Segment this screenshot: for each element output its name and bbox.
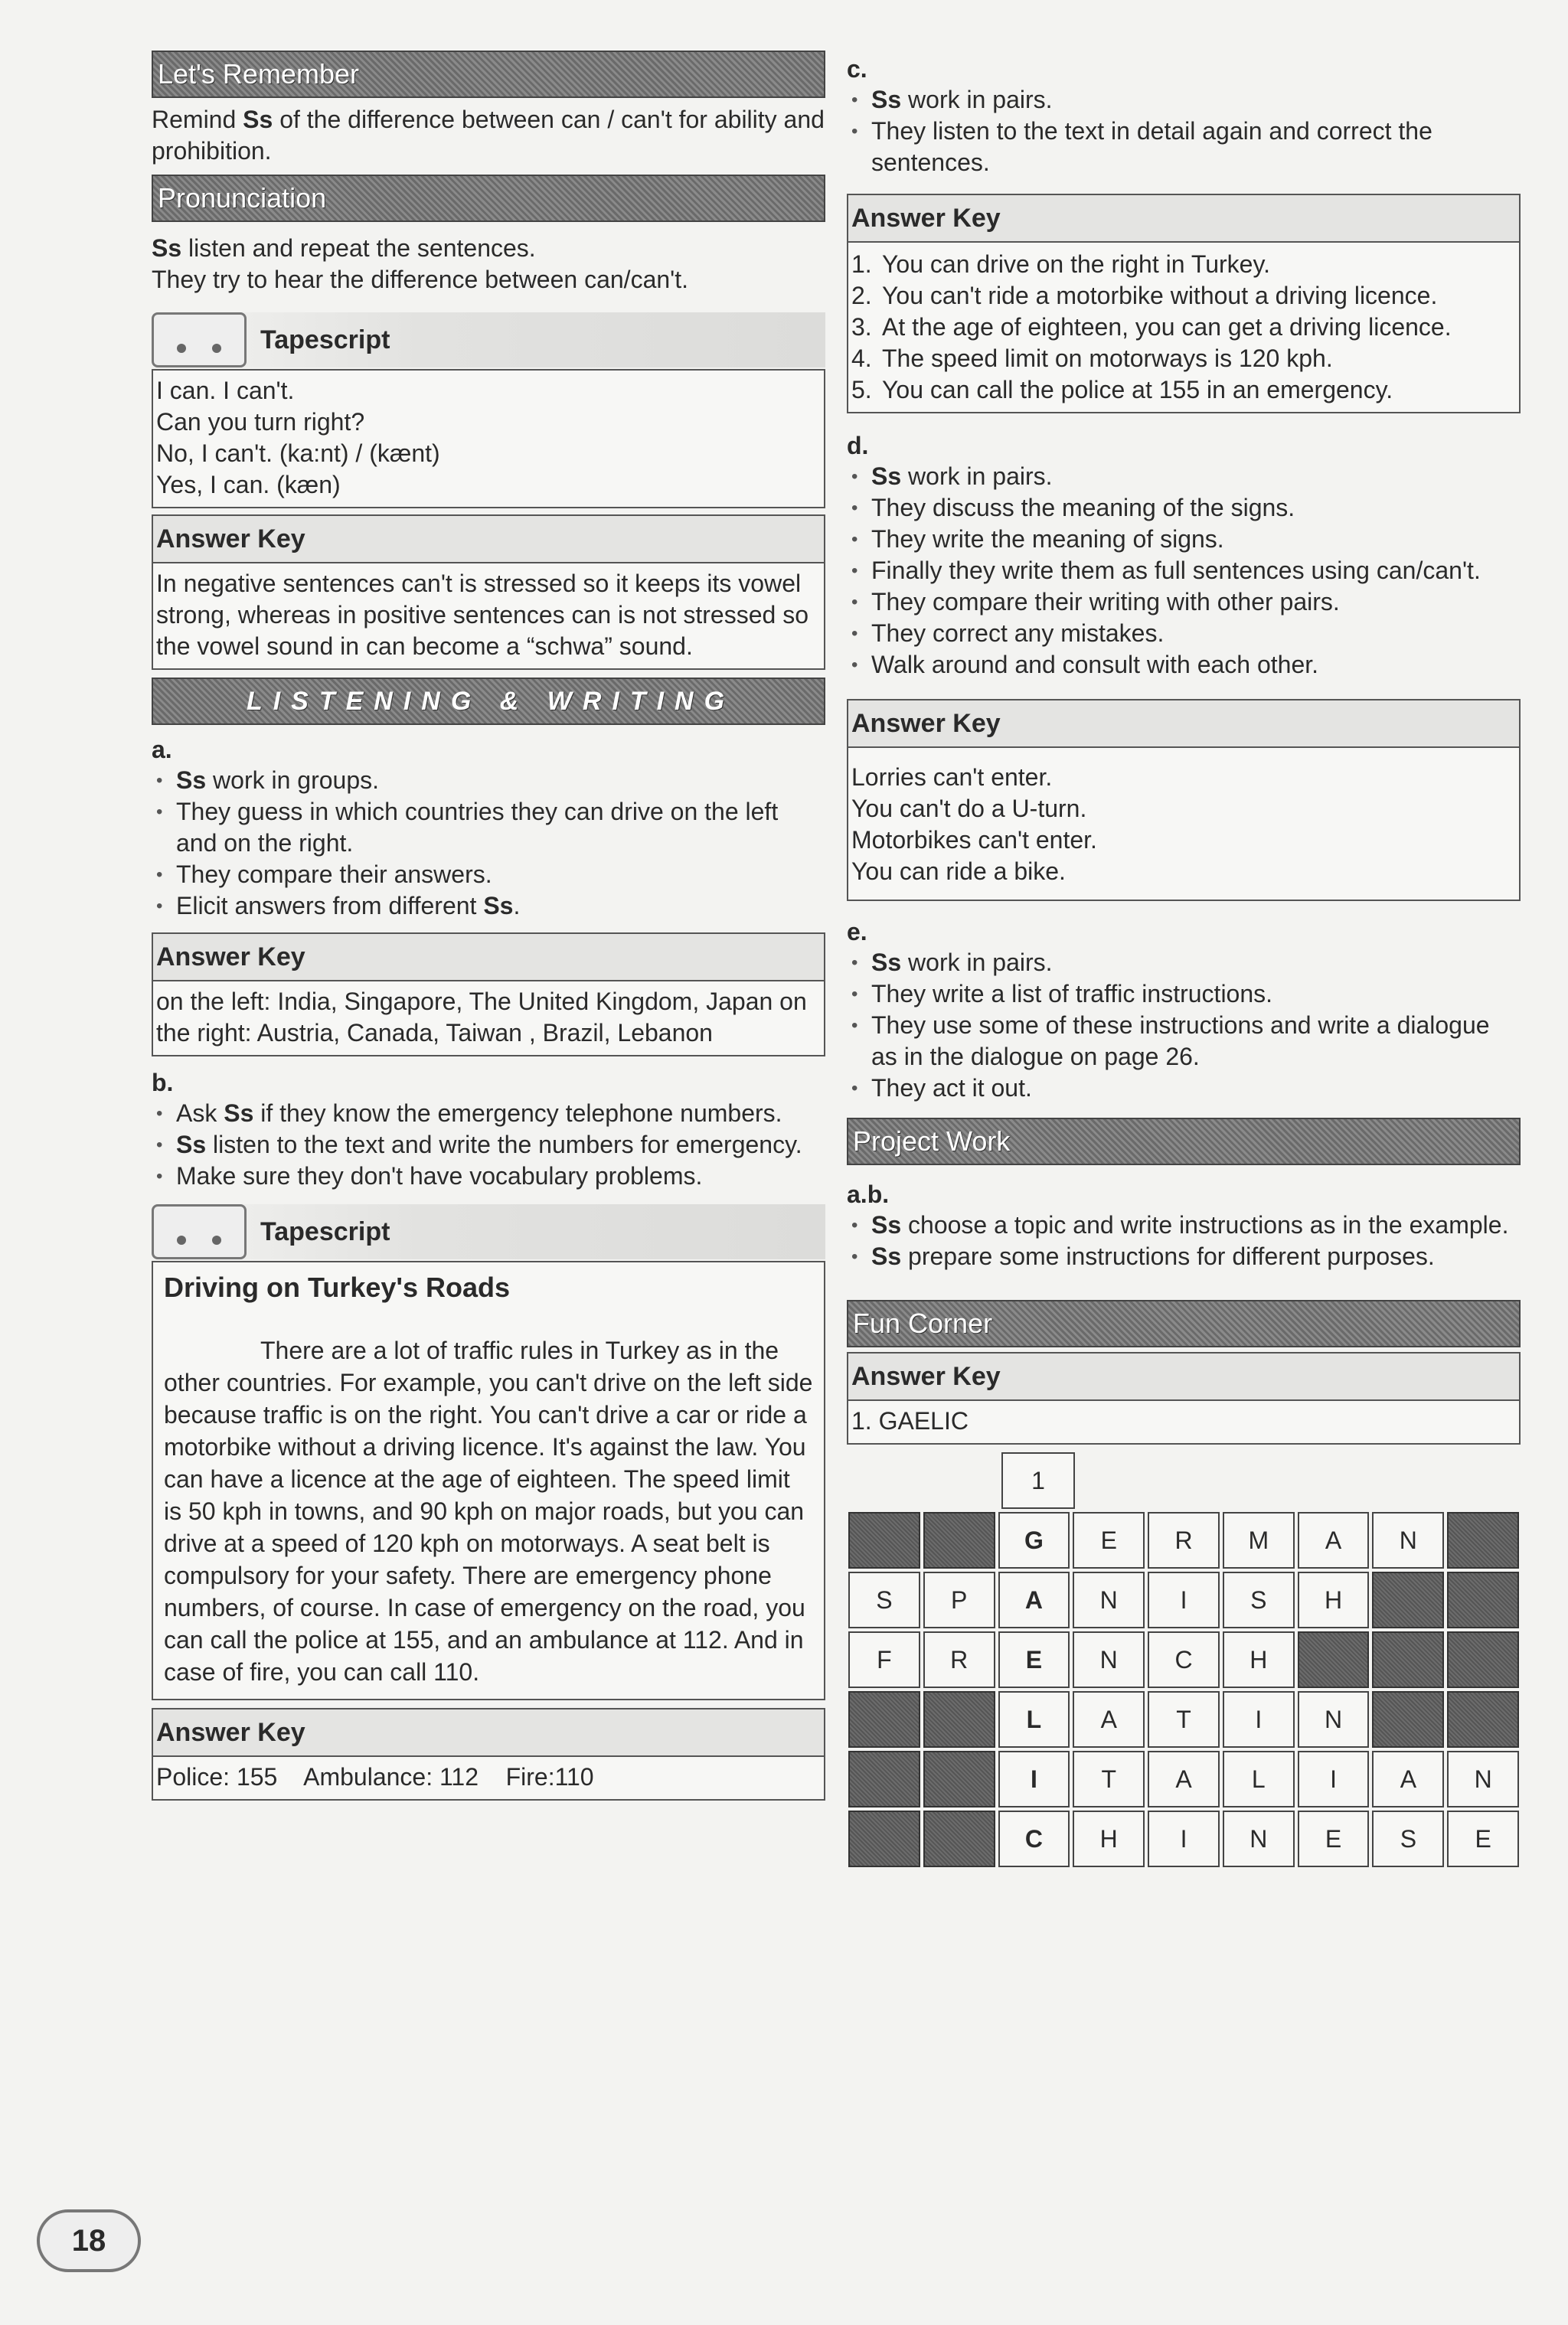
crossword-blank-cell [1447, 1691, 1519, 1748]
crossword-letter-cell: F [848, 1631, 920, 1688]
list-item: • Ss work in pairs. [847, 947, 1521, 978]
answer-line: Motorbikes can't enter. [851, 826, 1097, 854]
answer-key-text: 1. GAELIC [851, 1407, 969, 1435]
crossword-letter-cell: I [1148, 1811, 1220, 1867]
crossword-letter-cell: C [1148, 1631, 1220, 1688]
crossword-letter-cell: N [1073, 1572, 1145, 1628]
list-item: • Elicit answers from different Ss. [152, 890, 825, 922]
tapescript-box-2 [152, 1261, 825, 1700]
answer-key-box-1 [152, 514, 825, 670]
crossword-blank-cell [1372, 1631, 1444, 1688]
crossword-row [847, 1809, 1521, 1869]
tapescript-line: No, I can't. (ka:nt) / (kænt) [156, 439, 440, 467]
crossword-blank-cell [923, 1751, 995, 1807]
answer-key-header: Answer Key [153, 934, 824, 981]
answer-key-box-fun [847, 1352, 1521, 1445]
crossword-letter-cell: C [998, 1811, 1070, 1867]
cassette-icon [152, 1204, 247, 1259]
tapescript-label-2: Tapescript [152, 1204, 825, 1259]
list-item: • They write a list of traffic instructions. [847, 978, 1521, 1010]
answer-key-header: Answer Key [848, 1354, 1519, 1401]
crossword-letter-cell: I [1148, 1572, 1220, 1628]
crossword-row [847, 1690, 1521, 1749]
section-b-label: b. [152, 1069, 174, 1096]
crossword-letter-cell: S [1223, 1572, 1295, 1628]
crossword-letter-cell: G [998, 1512, 1070, 1569]
crossword-letter-cell: I [1223, 1691, 1295, 1748]
list-item: • They correct any mistakes. [847, 618, 1521, 649]
answer-key-box-c [847, 194, 1521, 413]
section-a-label: a. [152, 736, 172, 763]
crossword-letter-cell: A [1372, 1751, 1444, 1807]
crossword-letter-cell: P [923, 1572, 995, 1628]
tapescript-title: Driving on Turkey's Roads [164, 1272, 510, 1303]
crossword-row [847, 1630, 1521, 1690]
page-number: 18 [37, 2209, 141, 2272]
list-item: • Ss work in groups. [152, 765, 825, 796]
answer-key-header: Answer Key [848, 700, 1519, 748]
list-item: • They act it out. [847, 1073, 1521, 1104]
crossword-letter-cell: E [1298, 1811, 1370, 1867]
clue-number-cell: 1 [1001, 1452, 1075, 1509]
pronunciation-line-2: They try to hear the difference between can/can't. [152, 266, 689, 293]
crossword-blank-cell [1447, 1631, 1519, 1688]
list-item: • Finally they write them as full sentences using can/can't. [847, 555, 1521, 586]
crossword-blank-cell [848, 1512, 920, 1569]
list-item: • They discuss the meaning of the signs. [847, 492, 1521, 524]
tapescript-line: I can. I can't. [156, 377, 295, 404]
list-item: 4. The speed limit on motorways is 120 kph. [851, 345, 1333, 372]
list-item: • Ss choose a topic and write instructions as in the example. [847, 1210, 1521, 1241]
tapescript-body: There are a lot of traffic rules in Turkey as in the other countries. For example, you can't drive on the left side because traffic is on the right. You can't drive a car or ride a motorbike without a driving licence. It's against the law. You can have a licence at the age of eighteen. The speed limit is 50 kph in towns, and 90 kph on major roads, but you can drive at a speed of 120 kph on motorways. A seat belt is compulsory for your safety. There are emergency phone numbers, of course. In case of emergency on the road, you can call the police at 155, and an ambulance at 112. And in case of fire, you can call 110. [164, 1337, 813, 1686]
section-c-list [847, 84, 1521, 178]
crossword-letter-cell: H [1298, 1572, 1370, 1628]
list-item: • They write the meaning of signs. [847, 524, 1521, 555]
list-item: • They listen to the text in detail again and correct the sentences. [847, 116, 1521, 178]
answer-key-box-2 [152, 932, 825, 1056]
crossword-row [847, 1510, 1521, 1570]
pronunciation-heading: Pronunciation [152, 175, 825, 222]
answer-key-box-3 [152, 1708, 825, 1801]
crossword-blank-cell [1447, 1512, 1519, 1569]
list-item: • Walk around and consult with each other. [847, 649, 1521, 681]
crossword-blank-cell [1447, 1572, 1519, 1628]
right-column [847, 51, 1521, 1869]
list-item: 2. You can't ride a motorbike without a driving licence. [851, 282, 1438, 309]
section-c-label: c. [847, 55, 867, 83]
answer-key-header: Answer Key [153, 1709, 824, 1757]
crossword-letter-cell: L [1223, 1751, 1295, 1807]
project-work-list [847, 1210, 1521, 1272]
tapescript-line: Can you turn right? [156, 408, 365, 436]
crossword-letter-cell: N [1223, 1811, 1295, 1867]
crossword-letter-cell: H [1223, 1631, 1295, 1688]
crossword-blank-cell [848, 1751, 920, 1807]
answer-line: You can ride a bike. [851, 857, 1066, 885]
fun-corner-heading: Fun Corner [847, 1300, 1521, 1347]
list-item: • They guess in which countries they can drive on the left and on the right. [152, 796, 825, 859]
crossword-blank-cell [1372, 1572, 1444, 1628]
crossword-letter-cell: L [998, 1691, 1070, 1748]
crossword-row [847, 1749, 1521, 1809]
crossword-letter-cell: E [1447, 1811, 1519, 1867]
section-e-list [847, 947, 1521, 1104]
answer-line: Lorries can't enter. [851, 763, 1053, 791]
section-d-label: d. [847, 432, 869, 459]
crossword-letter-cell: A [1298, 1512, 1370, 1569]
list-item: • They use some of these instructions and write a dialogue as in the dialogue on page 26. [847, 1010, 1521, 1073]
crossword-blank-cell [923, 1691, 995, 1748]
crossword-letter-cell: R [1148, 1512, 1220, 1569]
listening-writing-heading: LISTENING & WRITING [152, 678, 825, 725]
answer-key-list [851, 249, 1514, 406]
crossword-letter-cell: S [848, 1572, 920, 1628]
crossword-letter-cell: A [1073, 1691, 1145, 1748]
answer-key-text: Police: 155 Ambulance: 112 Fire:110 [156, 1763, 594, 1791]
crossword-letter-cell: S [1372, 1811, 1444, 1867]
crossword-blank-cell [1372, 1691, 1444, 1748]
project-work-heading: Project Work [847, 1118, 1521, 1165]
answer-key-header: Answer Key [848, 195, 1519, 243]
list-item: • They compare their writing with other pairs. [847, 586, 1521, 618]
list-item: 5. You can call the police at 155 in an emergency. [851, 376, 1393, 403]
tapescript-box-1 [152, 369, 825, 508]
list-item: • Ss work in pairs. [847, 461, 1521, 492]
pronunciation-line-1: Ss listen and repeat the sentences. [152, 234, 536, 262]
list-item: 1. You can drive on the right in Turkey. [851, 250, 1270, 278]
cassette-icon [152, 312, 247, 367]
crossword-letter-cell: I [1298, 1751, 1370, 1807]
answer-key-text: In negative sentences can't is stressed so it keeps its vowel strong, whereas in positive sentences can is not stressed so the vowel sound in can become a “schwa” sound. [156, 570, 808, 660]
crossword-letter-cell: E [998, 1631, 1070, 1688]
answer-key-text: on the left: India, Singapore, The United Kingdom, Japan on the right: Austria, Canada, Taiwan , Brazil, Lebanon [156, 988, 807, 1047]
list-item: • Ask Ss if they know the emergency telephone numbers. [152, 1098, 825, 1129]
lets-remember-heading: Let's Remember [152, 51, 825, 98]
crossword-letter-cell: N [1073, 1631, 1145, 1688]
crossword-clue-row [847, 1451, 1521, 1510]
crossword-letter-cell: H [1073, 1811, 1145, 1867]
answer-key-header: Answer Key [153, 516, 824, 563]
crossword-blank-cell [923, 1512, 995, 1569]
list-item: • They compare their answers. [152, 859, 825, 890]
section-e-label: e. [847, 918, 867, 945]
list-item: • Make sure they don't have vocabulary problems. [152, 1161, 825, 1192]
answer-key-box-d [847, 699, 1521, 901]
crossword-letter-cell: N [1298, 1691, 1370, 1748]
left-column [152, 51, 825, 1801]
crossword-blank-cell [1298, 1631, 1370, 1688]
crossword-row [847, 1570, 1521, 1630]
crossword-letter-cell: A [998, 1572, 1070, 1628]
crossword-blank-cell [923, 1811, 995, 1867]
list-item: 3. At the age of eighteen, you can get a driving licence. [851, 313, 1452, 341]
project-work-label: a.b. [847, 1180, 890, 1208]
crossword-letter-cell: N [1372, 1512, 1444, 1569]
tapescript-label-1: Tapescript [152, 312, 825, 367]
crossword-letter-cell: A [1148, 1751, 1220, 1807]
crossword-letter-cell: N [1447, 1751, 1519, 1807]
list-item: • Ss prepare some instructions for different purposes. [847, 1241, 1521, 1272]
section-a-list [152, 765, 825, 922]
lets-remember-text: Remind Ss of the difference between can / can't for ability and prohibition. [152, 106, 825, 165]
tapescript-line: Yes, I can. (kæn) [156, 471, 341, 498]
crossword-letter-cell: T [1073, 1751, 1145, 1807]
crossword-blank-cell [848, 1691, 920, 1748]
list-item: • Ss listen to the text and write the numbers for emergency. [152, 1129, 825, 1161]
crossword-letter-cell: M [1223, 1512, 1295, 1569]
section-d-list [847, 461, 1521, 681]
crossword-grid [847, 1451, 1521, 1869]
crossword-letter-cell: R [923, 1631, 995, 1688]
answer-line: You can't do a U-turn. [851, 795, 1087, 822]
section-b-list [152, 1098, 825, 1192]
crossword-letter-cell: E [1073, 1512, 1145, 1569]
crossword-blank-cell [848, 1811, 920, 1867]
list-item: • Ss work in pairs. [847, 84, 1521, 116]
crossword-letter-cell: T [1148, 1691, 1220, 1748]
crossword-letter-cell: I [998, 1751, 1070, 1807]
